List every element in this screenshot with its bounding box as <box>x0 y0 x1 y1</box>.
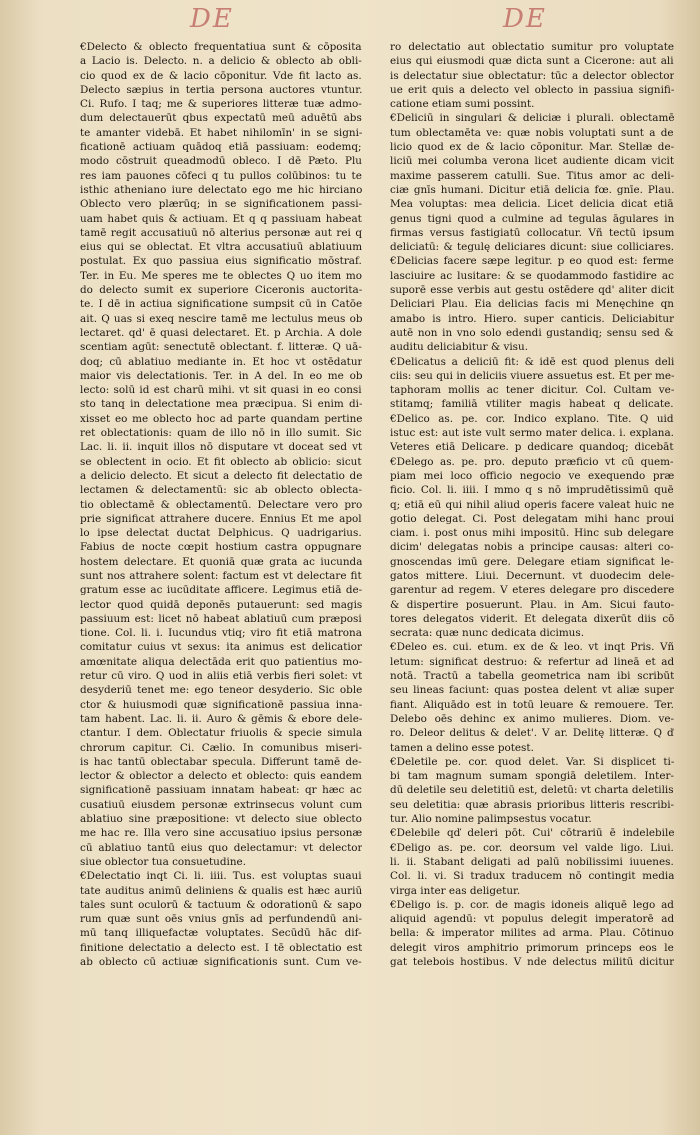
text-line: li. ii. Stabant deligati ad palū nobilissimi iuuenes. <box>390 855 674 868</box>
text-column-left <box>80 40 362 969</box>
text-line: €Delicatus a deliciū fit: & idē est quod plenus deli <box>390 355 674 368</box>
text-line: licio quod ex de & lacio cōponitur. Mar. Stellæ de- <box>390 141 674 154</box>
text-line: ro. Deleor delitus & delet'. V ar. Delitę litteræ. Q ď <box>390 727 674 740</box>
text-line: liciū mei columba verona licet audiente dicam vicit <box>390 155 674 168</box>
text-line: siue oblector tua consuetudine. <box>80 855 246 868</box>
text-line: amœnitate aliqua delectāda erit quo patientius mo- <box>80 655 362 668</box>
text-line: a delicio delecto. Et sicut a delecto fit delectatio de <box>80 469 362 482</box>
text-line: lector quod quidā deponēs putauerunt: sed magis <box>80 598 362 611</box>
text-line: gatos mittere. Liui. Decernunt. vt duodecim dele- <box>390 569 674 582</box>
text-line: significationē passiuam innatam habeat: qr hæc ac <box>80 784 362 797</box>
text-line: Mea voluptas: mea delicia. Licet delicia dicat etiā <box>390 198 674 211</box>
text-line: maxime passerem catulli. Sue. Titus amor ac deli- <box>390 169 674 182</box>
text-line: lectaret. qd' ē quasi delectaret. Et. p Archia. A dole <box>80 326 362 339</box>
text-line: seu deletitia: quæ abrasis prioribus litteris rescribi- <box>390 798 674 811</box>
text-line: letum: significat destruo: & refertur ad lineā et ad <box>390 655 674 668</box>
text-line: taphoram mollis ac tener dicitur. Col. Cultam ve- <box>390 384 674 397</box>
text-line: cū ablatiuo tantū eius quo delectamur: vt delector <box>80 841 362 854</box>
text-line: xisset eo me oblecto hoc ad parte quandam pertine <box>80 412 362 425</box>
text-line: is hac tantū oblectabar specula. Differunt tamē de- <box>80 755 362 768</box>
text-line: tamē regit accusatiuū nō alterius personæ aut rei q <box>80 226 362 239</box>
text-line: €Delego as. pe. pro. deputo præficio vt cū quem- <box>390 455 674 468</box>
text-line: ctantur. I dem. Oblectatur friuolis & specie simula <box>80 727 362 740</box>
text-line: ciam. i. post onus mihi impositū. Hinc sub delegare <box>390 527 674 540</box>
text-line: auditu deliciabitur & visu. <box>390 341 529 354</box>
text-line: €Delebile qď deleri pōt. Cui' cōtrariū ē indelebile <box>390 827 674 840</box>
running-head-right: DE <box>503 4 547 34</box>
text-line: Deliciari Plau. Eia delicias facis mi Menęchine qn <box>390 298 674 311</box>
text-line: sto tanq in delectatione mea præcipua. Si enim di- <box>80 398 362 411</box>
running-head-left: DE <box>190 4 234 34</box>
text-line: tam habent. Lac. li. ii. Auro & gēmis & ebore dele- <box>80 712 362 725</box>
text-line: ret oblectationis: quam de illo nō in illo sumit. Sic <box>80 427 362 440</box>
text-line: te amanter videbā. Et habet nihilomīn' in se signi- <box>80 126 362 139</box>
text-line: €Deligo as. pe. cor. deorsum vel valde ligo. Liui. <box>390 841 674 854</box>
text-line: is delectatur siue oblectatur: tūc a delector oblector <box>390 69 674 82</box>
text-line: ait. Q uas si exeq nescire tamē me lectulus meus ob <box>80 312 362 325</box>
text-line: eius qui eiusmodi quæ dicta sunt a Cicerone: aut ali <box>390 55 674 68</box>
text-line: ro delectatio aut oblectatio sumitur pro voluptate <box>390 41 674 53</box>
text-line: uam habet quis & actiuam. Et q q passiuam habeat <box>80 212 362 225</box>
text-line: amabo is intro. Hiero. super canticis. Deliciabitur <box>390 312 674 325</box>
text-line: q; etiā eū qui nihil aliud operis facere valeat huic ne <box>390 498 674 511</box>
text-line: Col. li. vi. Si tradux traducem nō contingit media <box>390 870 674 883</box>
text-line: Oblecto vero plærūq; in se significationem passi- <box>80 198 362 211</box>
text-line: suporē esse verbis aut gestu ostēdere qd' aliter dicit <box>390 284 674 297</box>
text-line: Veteres etiā Delicare. p dedicare quandoq; dicebāt <box>390 441 674 454</box>
text-line: virga inter eas deligetur. <box>390 884 521 897</box>
text-line: bella: & imperator milites ad arma. Plau. Cōtinuo <box>390 927 674 940</box>
text-line: eius qui se oblectat. Et vltra accusatiuū ablatiuum <box>80 241 362 254</box>
text-line: €Deleo es. cui. etum. ex de & leo. vt inqt Pris. Vñ <box>390 641 674 654</box>
text-line: lasciuire ac lusitare: & se quodammodo fastidire ac <box>390 269 674 282</box>
text-line: lector & oblector a delecto et oblecto: quis eandem <box>80 770 362 783</box>
text-line: genus tigni quod a culmine ad tegulas āgulares in <box>390 212 674 225</box>
text-line: €Deliciū in singulari & deliciæ i plurali. oblectamē <box>390 112 674 125</box>
text-line: stitamq; familiā vtiliter magis habeat q delicate. <box>390 398 674 411</box>
text-line: gotio delegat. Ci. Post delegatam mihi hanc proui <box>390 512 674 525</box>
text-line: €Deligo is. p. cor. de magis idoneis aliquē lego ad <box>390 898 674 911</box>
text-line: passiuum est: licet nō habeat ablatiuū cum præposi <box>80 612 362 625</box>
text-line: a Lacio is. Delecto. n. a delicio & oblecto ab obli- <box>80 55 362 68</box>
text-line: doq; cū ablatiuo mediante in. Et hoc vt ostēdatur <box>80 355 362 368</box>
text-line: seu lineas faciunt: quas postea delent vt aliæ super <box>390 684 674 697</box>
text-line: istuc est: aut iste vult sermo mater delica. i. explana. <box>390 427 674 440</box>
text-line: lectamen & delectamentū: sic ab oblecto oblecta- <box>80 484 362 497</box>
text-line: ciæ gnīs humani. Dicitur etiā delicia fœ. gnīe. Plau. <box>390 183 674 196</box>
text-line: ciis: seu qui in deliciis viuere assuetus est. Et per me- <box>390 369 674 382</box>
text-line: chrorum capitur. Ci. Cælio. In comunibus miseri- <box>80 741 362 754</box>
text-line: gratum esse ac iucūditate afficere. Legimus etiā de- <box>80 584 362 597</box>
text-line: cusatiuū eiusdem personæ extrinsecus volunt cum <box>80 798 362 811</box>
text-line: dum delectauerūt qbus expectatū meū aduētū abs <box>80 112 362 125</box>
text-line: catione etiam sumi possint. <box>390 98 535 111</box>
text-line: sunt nos attrahere solent: factum est vt delectare fit <box>80 569 362 582</box>
text-line: secrata: quæ nunc dedicata dicimus. <box>390 627 585 640</box>
text-line: bi tam magnum sumam spongiā deletilem. Inter- <box>390 770 674 783</box>
text-line: lecto: solū id est charū mihi. vt sit quasi in eo consi <box>80 384 362 397</box>
text-line: prie significat attrahere ducere. Ennius Et me apol <box>80 512 362 525</box>
text-line: €Delectatio inqt Ci. li. iiii. Tus. est voluptas suaui <box>80 870 362 883</box>
text-line: Ter. in Eu. Me speres me te oblectes Q uo item mo <box>80 269 362 282</box>
text-column-right <box>390 40 674 969</box>
text-line: rum quæ sunt oēs vnius gnīs ad perfundendū ani- <box>80 913 362 926</box>
text-line: comitatur cuius vt sexus: ita animus est delicatior <box>80 641 362 654</box>
text-line: gnoscendas imū gere. Delegare etiam significat le- <box>390 555 674 568</box>
text-line: gat telebois hostibus. V nde delectus militū dicitur <box>390 956 674 968</box>
text-line: me hac re. Illa vero sine accusatiuo ipsius personæ <box>80 827 362 840</box>
text-line: tione. Col. li. i. Iucundus vtiq; viro fit etiā matrona <box>80 627 362 640</box>
text-line: Fabius de nocte cœpit hostium castra oppugnare <box>80 541 362 554</box>
text-line: mū tanq illiquefactæ voluptates. Secūdū hāc dif- <box>80 927 362 940</box>
text-line: tales sunt oculorū & tactuum & odorationū & sapo <box>80 898 362 911</box>
text-line: autē non in vno solo edendi gustandiq; sensu sed & <box>390 326 674 339</box>
text-line: ficationē actiuam quādoq etiā passiuam: eodemq; <box>80 141 362 154</box>
text-line: €Delecto & oblecto frequentatiua sunt & cōposita <box>80 41 362 53</box>
text-line: tate auditus animū deliniens & qualis est hæc auriū <box>80 884 362 897</box>
text-line: hostem delectare. Et quoniā quæ grata ac iucunda <box>80 555 362 568</box>
text-line: tores delegatos viderit. Et delegata dixerūt diis cō <box>390 612 674 625</box>
text-line: postulat. Ex quo passiua eius significatio mōstraf. <box>80 255 362 268</box>
text-line: €Deletile pe. cor. quod delet. Var. Si displicet ti- <box>390 755 674 768</box>
text-line: & dispertire posuerunt. Plau. in Am. Sicui fauto- <box>390 598 674 611</box>
text-line: Delecto sæpius in tertia persona auctores vtuntur. <box>80 83 362 96</box>
text-line: garentur ad regem. V eteres delegare pro discedere <box>390 584 674 597</box>
text-line: do delecto sumit ex superiore Ciceronis auctorita- <box>80 284 362 297</box>
text-line: notā. Tractū a tabella geometrica nam ibi scribūt <box>390 670 674 683</box>
text-line: ue erit quis a delecto vel oblecto in passiua signifi- <box>390 83 674 96</box>
text-line: tio oblectamē & oblectamentū. Delectare vero pro <box>80 498 362 511</box>
text-line: firmas versus fastigiatū collocatur. Vñ tectū ipsum <box>390 226 674 239</box>
text-line: scentiam agūt: senectutē oblectant. f. litteræ. Q uā- <box>80 341 362 354</box>
text-line: Lac. li. ii. inquit illos nō disputare vt doceat sed vt <box>80 441 362 454</box>
text-line: tamen a delino esse potest. <box>390 741 534 754</box>
text-line: tur. Alio nomine palimpsestus vocatur. <box>390 813 592 826</box>
text-line: piam mei loco officio negocio ve exequendo præ <box>390 469 674 482</box>
text-line: ab oblecto cū actiuæ significationis sunt. Cum ve- <box>80 956 362 968</box>
text-line: fiant. Aliquādo est in totū leuare & remouere. Ter. <box>390 698 674 711</box>
text-line: ctor & huiusmodi quæ significationē passiua inna- <box>80 698 362 711</box>
text-line: modo cōstruit queadmodū obleco. I dē Pæto. Plu <box>80 155 362 168</box>
text-line: ficio. Col. li. iiii. I mmo q s nō imprudētissimū quē <box>390 484 674 497</box>
text-line: €Delicias facere sæpe legitur. p eo quod est: ferme <box>390 255 674 268</box>
text-line: deliciatū: & tegulę deliciares dicunt: siue colliciares. <box>390 241 674 254</box>
text-line: finitione delectatio a delecto est. I tē oblectatio est <box>80 941 362 954</box>
text-line: dicim' delegatas nobis a principe causas: alteri co- <box>390 541 674 554</box>
text-line: aliquid agendū: vt populus delegit imperatorē ad <box>390 913 674 926</box>
text-line: se oblectent in ocio. Et fit oblecto ab oblicio: sicut <box>80 455 362 468</box>
text-line: res iam pauones cōfeci q tu pullos colūbinos: tu te <box>80 169 362 182</box>
text-line: Ci. Rufo. I taq; me & superiores litteræ tuæ admo- <box>80 98 362 111</box>
text-line: maior vis delectationis. Ter. in A del. In eo me ob <box>80 369 362 382</box>
text-line: desyderiū tenet me: ego teneor desyderio. Sic oble <box>80 684 362 697</box>
text-line: ablatiuo sine præpositione: vt delecto siue oblecto <box>80 813 362 826</box>
text-line: lo ipse delectat ductat Delphicus. Q uadrigarius. <box>80 527 362 540</box>
text-line: €Delico as. pe. cor. Indico explano. Tite. Q uid <box>390 412 674 425</box>
text-line: tum oblectamēta ve: quæ nobis voluptati sunt a de <box>390 126 674 139</box>
text-line: isthic atheniano iure delectato ego me hic hirciano <box>80 183 362 196</box>
text-line: Delebo oēs dehinc ex animo mulieres. Diom. ve- <box>390 712 674 725</box>
text-line: retur cū viro. Q uod in aliis etiā verbis fieri solet: vt <box>80 670 362 683</box>
text-line: dū deletile seu deletitiū est, deletū: vt charta deletilis <box>390 784 674 797</box>
text-line: cio quod ex de & lacio cōponitur. Vde fit lacto as. <box>80 69 362 82</box>
text-line: te. I dē in actiua significatione sumpsit cū in Catōe <box>80 298 362 311</box>
text-line: delegit viros amphitrio primorum princeps eos le <box>390 941 674 954</box>
